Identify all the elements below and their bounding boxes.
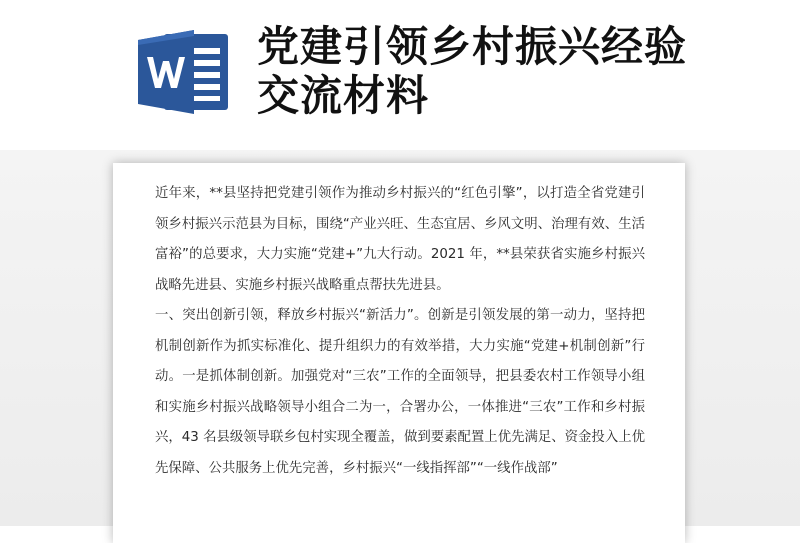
header [0,0,800,150]
paragraph-intro: 近年来，**县坚持把党建引领作为推动乡村振兴的“红色引擎”，以打造全省党建引领乡村振兴示范县为目标，围绕“产业兴旺、生态宜居、乡风文明、治理有效、生活富裕”的总要求，大力实施“党建+”九大行动。2021 年，**县荣获省实施乡村振兴战略先进县、实施乡村振兴战略重点帮扶先进县。 [155,186,645,293]
document-body [155,179,645,484]
document-title: 党建引领乡村振兴经验交流材料 [257,22,688,120]
document-page [113,163,685,543]
word-doc-icon [138,30,232,114]
paragraph-section-one: 一、突出创新引领，释放乡村振兴“新活力”。创新是引领发展的第一动力，坚持把机制创新作为抓实标准化、提升组织力的有效举措，大力实施“党建+机制创新”行动。一是抓体制创新。加强党对“三农”工作的全面领导，把县委农村工作领导小组和实施乡村振兴战略领导小组合二为一，合署办公，一体推进“三农”工作和乡村振兴，43 名县级领导联乡包村实现全覆盖，做到要素配置上优先满足、资金投入上优先保障、公共服务上优先完善，乡村振兴“一线指挥部”“一线作战部” [155,308,645,476]
